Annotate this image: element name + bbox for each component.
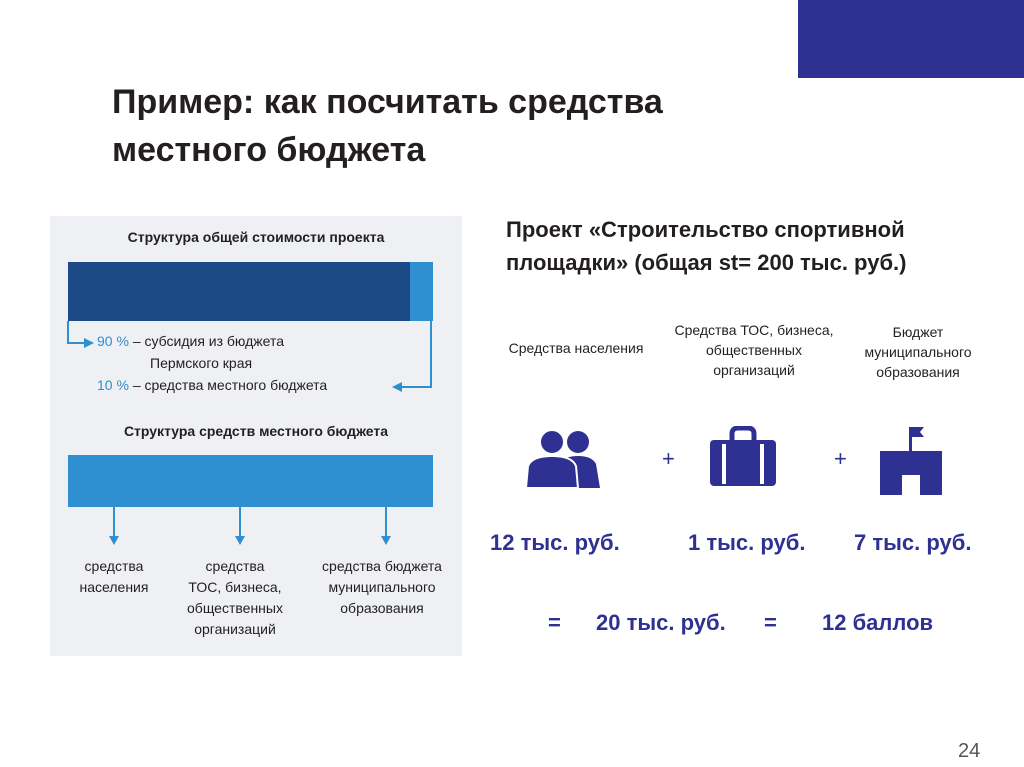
source-tos-line-2: ТОС, бизнеса, [188, 579, 282, 595]
amount-municipal: 7 тыс. руб. [854, 530, 972, 555]
local-budget-bar [68, 455, 433, 507]
source-municipal-line-1: средства бюджета [322, 558, 442, 574]
source-tos-business [172, 556, 298, 640]
column-label-tos [656, 320, 852, 380]
equals-sign-2: = [764, 610, 777, 635]
project-title-line-2: площадки» (общая st= 200 тыс. руб.) [506, 250, 907, 275]
briefcase-icon [708, 426, 778, 488]
title-line-2: местного бюджета [112, 131, 426, 169]
subsidy-line [97, 333, 284, 349]
subsidy-share-bar [68, 262, 410, 321]
column-label-population-line-1: Средства населения [508, 340, 644, 356]
subsidy-text-line-2: Пермского края [150, 355, 253, 371]
local-share-bar [410, 262, 433, 321]
title-line-1: Пример: как посчитать средства [112, 83, 663, 121]
arrow-line-1 [113, 507, 115, 539]
column-label-municipal [846, 322, 990, 382]
local-structure-heading: Структура средств местного бюджета [123, 423, 389, 439]
source-population [56, 556, 172, 598]
amount-tos: 1 тыс. руб. [688, 530, 806, 555]
arrow-line-2 [239, 507, 241, 539]
arrow-down-icon [381, 536, 391, 545]
source-municipal-line-3: образования [340, 600, 424, 616]
column-label-municipal-line-2: муниципального [864, 344, 972, 360]
total-structure-heading: Структура общей стоимости проекта [127, 229, 385, 245]
local-text: – средства местного бюджета [132, 377, 328, 393]
column-label-tos-line-1: Средства ТОС, бизнеса, [674, 322, 834, 338]
project-title-line-1: Проект «Строительство спортивной [506, 217, 905, 242]
arrow-right-icon [84, 338, 94, 348]
source-population-line-2: населения [79, 579, 149, 595]
municipal-building-icon [878, 425, 944, 495]
arrow-down-icon [109, 536, 119, 545]
amount-population: 12 тыс. руб. [490, 530, 620, 555]
arrow-left-icon [392, 382, 402, 392]
page-number: 24 [958, 740, 981, 762]
local-percent: 10 % [97, 377, 129, 393]
plus-sign-2: + [834, 446, 847, 471]
source-municipal-budget [306, 556, 458, 619]
source-population-line-1: средства [84, 558, 144, 574]
local-connector-line [430, 321, 432, 387]
plus-sign-1: + [662, 446, 675, 471]
column-label-tos-line-3: организаций [713, 362, 795, 378]
column-label-population [494, 338, 658, 358]
source-municipal-line-2: муниципального [328, 579, 436, 595]
total-amount: 20 тыс. руб. [596, 610, 726, 635]
local-line [97, 377, 327, 393]
source-tos-line-3: общественных [187, 600, 283, 616]
project-title [506, 213, 986, 279]
column-label-municipal-line-1: Бюджет [892, 324, 944, 340]
local-connector-line-horizontal [400, 386, 432, 388]
arrow-down-icon [235, 536, 245, 545]
source-tos-line-1: средства [205, 558, 265, 574]
subsidy-text: – субсидия из бюджета [132, 333, 285, 349]
column-label-municipal-line-3: образования [876, 364, 960, 380]
points-score: 12 баллов [822, 610, 934, 635]
column-label-tos-line-2: общественных [706, 342, 802, 358]
arrow-line-3 [385, 507, 387, 539]
slide-title [112, 78, 772, 174]
subsidy-percent: 90 % [97, 333, 129, 349]
equals-sign-1: = [548, 610, 561, 635]
source-tos-line-4: организаций [194, 621, 276, 637]
people-icon [522, 428, 606, 488]
subsidy-connector-line [67, 321, 69, 343]
corner-accent-block [798, 0, 1024, 78]
